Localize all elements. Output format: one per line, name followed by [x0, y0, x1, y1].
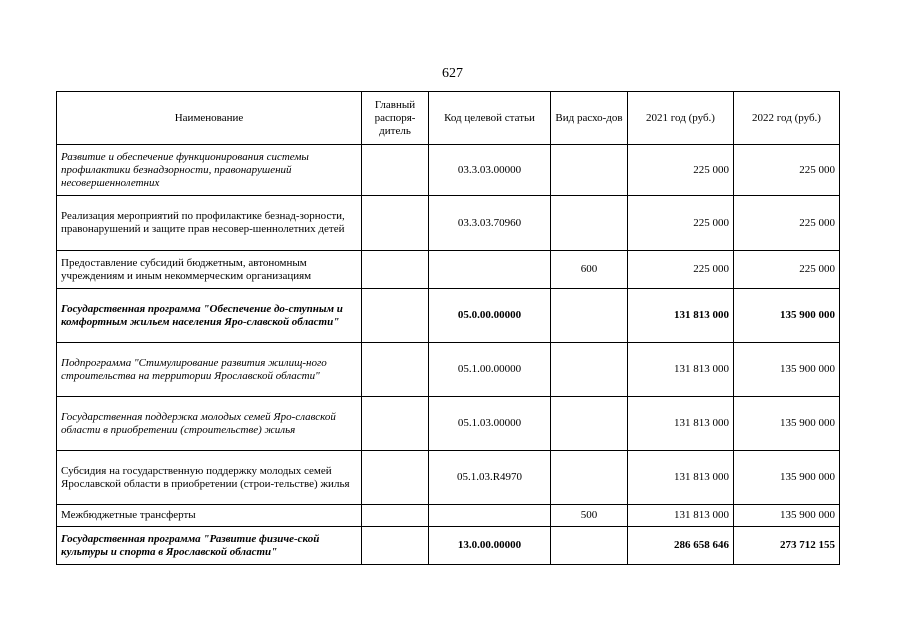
- row-manager: [362, 289, 429, 343]
- row-manager: [362, 343, 429, 397]
- row-expense-type: [551, 145, 628, 196]
- table-row: [57, 505, 840, 527]
- row-expense-type: [551, 289, 628, 343]
- row-name: Государственная программа "Развитие физиче-ской культуры и спорта в Ярославской области": [57, 527, 362, 565]
- table-row: [57, 145, 840, 196]
- row-code: 05.0.00.00000: [429, 289, 551, 343]
- row-code: [429, 251, 551, 289]
- row-expense-type: [551, 527, 628, 565]
- header-2021: 2021 год (руб.): [628, 92, 734, 145]
- page-number: 627: [442, 66, 463, 81]
- row-2022: 225 000: [734, 251, 840, 289]
- table-row: [57, 289, 840, 343]
- row-2021: 131 813 000: [628, 343, 734, 397]
- header-name: Наименование: [57, 92, 362, 145]
- row-expense-type: [551, 451, 628, 505]
- table-row: [57, 527, 840, 565]
- header-code: Код целевой статьи: [429, 92, 551, 145]
- row-2021: 225 000: [628, 251, 734, 289]
- row-2021: 225 000: [628, 196, 734, 251]
- row-2021: 225 000: [628, 145, 734, 196]
- row-name: Подпрограмма "Стимулирование развития жилищ-ного строительства на территории Ярославской области": [57, 343, 362, 397]
- row-2021: 131 813 000: [628, 397, 734, 451]
- row-manager: [362, 397, 429, 451]
- row-manager: [362, 196, 429, 251]
- table-row: [57, 343, 840, 397]
- row-2022: 135 900 000: [734, 451, 840, 505]
- header-expense-type: Вид расхо-дов: [551, 92, 628, 145]
- row-2022: 225 000: [734, 145, 840, 196]
- row-name: Предоставление субсидий бюджетным, автономным учреждениям и иным некоммерческим организациям: [57, 251, 362, 289]
- row-2021: 131 813 000: [628, 289, 734, 343]
- row-name: Субсидия на государственную поддержку молодых семей Ярославской области в приобретении (строи-тельстве) жилья: [57, 451, 362, 505]
- row-expense-type: 500: [551, 505, 628, 527]
- row-2021: 131 813 000: [628, 505, 734, 527]
- row-code: [429, 505, 551, 527]
- row-manager: [362, 145, 429, 196]
- row-code: 03.3.03.70960: [429, 196, 551, 251]
- row-manager: [362, 505, 429, 527]
- table-row: [57, 451, 840, 505]
- row-2021: 131 813 000: [628, 451, 734, 505]
- row-manager: [362, 251, 429, 289]
- row-expense-type: [551, 397, 628, 451]
- row-manager: [362, 527, 429, 565]
- row-name: Межбюджетные трансферты: [57, 505, 362, 527]
- table-row: [57, 251, 840, 289]
- table-row: [57, 196, 840, 251]
- budget-table: [56, 91, 840, 565]
- header-manager: Главный распоря-дитель: [362, 92, 429, 145]
- row-code: 03.3.03.00000: [429, 145, 551, 196]
- row-code: 05.1.03.R4970: [429, 451, 551, 505]
- row-name: Государственная программа "Обеспечение до-ступным и комфортным жильем населения Яро-славской области": [57, 289, 362, 343]
- row-2022: 135 900 000: [734, 289, 840, 343]
- row-2022: 225 000: [734, 196, 840, 251]
- row-manager: [362, 451, 429, 505]
- row-code: 05.1.03.00000: [429, 397, 551, 451]
- row-2022: 273 712 155: [734, 527, 840, 565]
- row-code: 13.0.00.00000: [429, 527, 551, 565]
- table-header-row: [57, 92, 840, 145]
- row-expense-type: [551, 196, 628, 251]
- header-2022: 2022 год (руб.): [734, 92, 840, 145]
- row-expense-type: 600: [551, 251, 628, 289]
- row-name: Реализация мероприятий по профилактике безнад-зорности, правонарушений и защите прав несовер-шеннолетних детей: [57, 196, 362, 251]
- row-2022: 135 900 000: [734, 397, 840, 451]
- row-name: Государственная поддержка молодых семей Яро-славской области в приобретении (строительстве) жилья: [57, 397, 362, 451]
- table-row: [57, 397, 840, 451]
- row-2022: 135 900 000: [734, 343, 840, 397]
- row-2021: 286 658 646: [628, 527, 734, 565]
- row-expense-type: [551, 343, 628, 397]
- row-code: 05.1.00.00000: [429, 343, 551, 397]
- row-name: Развитие и обеспечение функционирования системы профилактики безнадзорности, правонарушений несовершеннолетних: [57, 145, 362, 196]
- row-2022: 135 900 000: [734, 505, 840, 527]
